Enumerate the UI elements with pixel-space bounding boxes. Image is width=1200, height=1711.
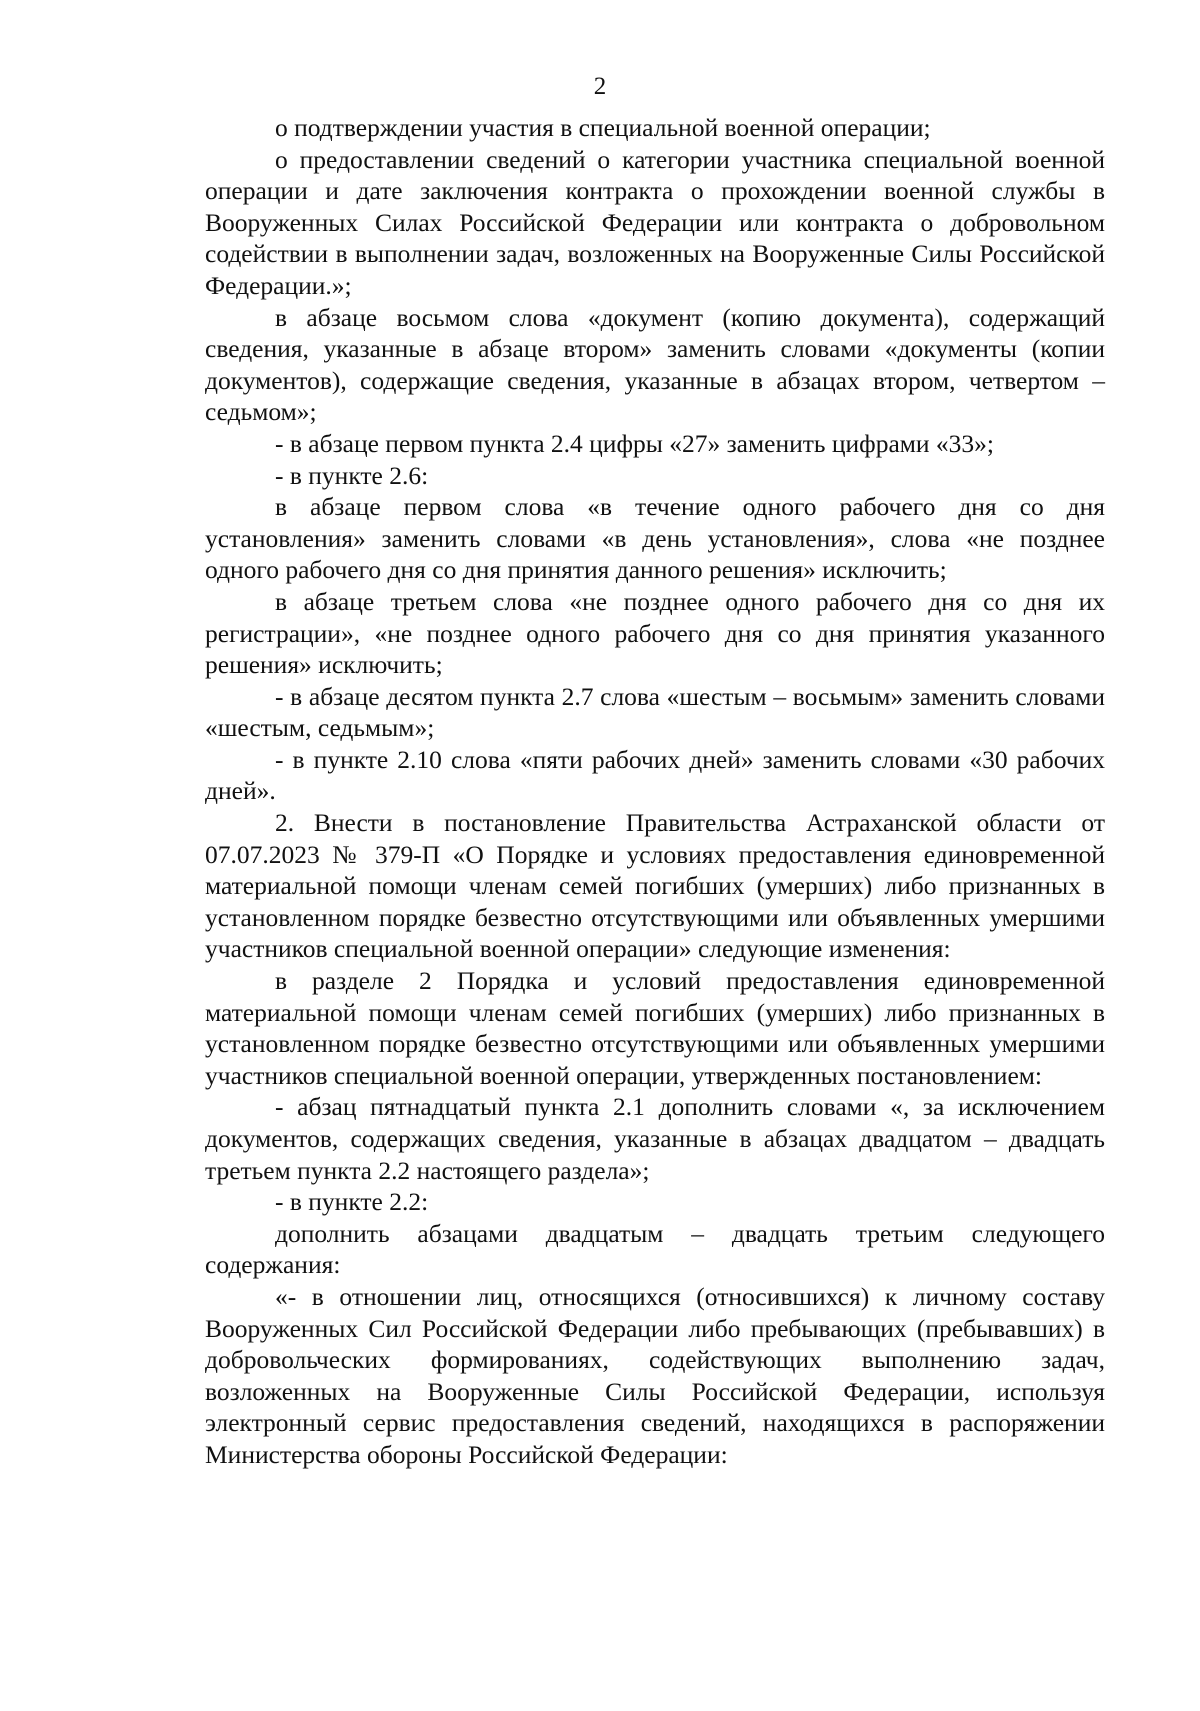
paragraph: о подтверждении участия в специальной военной операции; [275, 113, 931, 142]
paragraph: 2. Внести в постановление Правительства Астраханской области от 07.07.2023 № 379-П «О Порядке и условиях предоставления единовременной материальной помощи членам семей погибших (умерших) либо признанных в установленном порядке безвестно отсутствующими или объявленных умершими участников специальной военной операции» следующие изменения: [205, 808, 1105, 964]
paragraph: - в пункте 2.10 слова «пяти рабочих дней» заменить словами «30 рабочих дней». [205, 744, 1105, 806]
paragraph: - в пункте 2.2: [275, 1187, 429, 1217]
paragraph: о предоставлении сведений о категории участника специальной военной операции и дате заключения контракта о прохождении военной службы в Вооруженных Силах Российской Федерации или контракта о добровольном содействии в выполнении задач, возложенных на Вооруженные Силы Российской Федерации.»; [205, 144, 1105, 300]
paragraph: в разделе 2 Порядка и условий предоставления единовременной материальной помощи членам семей погибших (умерших) либо признанных в установленном порядке безвестно отсутствующими или объявленных умершими участников специальной военной операции, утвержденных постановлением: [205, 966, 1105, 1090]
document-body [205, 112, 1105, 1471]
page-number: 2 [593, 73, 607, 100]
paragraph: дополнить абзацами двадцатым – двадцать третьим следующего содержания: [205, 1218, 1105, 1280]
paragraph: - в абзаце десятом пункта 2.7 слова «шестым – восьмым» заменить словами «шестым, седьмым»; [205, 681, 1105, 743]
paragraph: «- в отношении лиц, относящихся (относившихся) к личному составу Вооруженных Сил Российской Федерации либо пребывающих (пребывавших) в добровольческих формированиях, содействующих выполнению задач, возложенных на Вооруженные Силы Российской Федерации, используя электронный сервис предоставления сведений, находящихся в распоряжении Министерства обороны Российской Федерации: [205, 1281, 1105, 1469]
paragraph: - абзац пятнадцатый пункта 2.1 дополнить словами «, за исключением документов, содержащих сведения, указанные в абзацах двадцатом – двадцать третьем пункта 2.2 настоящего раздела»; [205, 1092, 1105, 1185]
paragraph: - в абзаце первом пункта 2.4 цифры «27» заменить цифрами «33»; [275, 428, 995, 458]
paragraph: в абзаце восьмом слова «документ (копию документа), содержащий сведения, указанные в абзаце втором» заменить словами «документы (копии документов), содержащие сведения, указанные в абзацах втором, четвертом – седьмом»; [205, 302, 1105, 427]
paragraph: в абзаце первом слова «в течение одного рабочего дня со дня установления» заменить словами «в день установления», слова «не позднее одного рабочего дня со дня принятия данного решения» исключить; [205, 492, 1105, 585]
paragraph: - в пункте 2.6: [275, 460, 429, 490]
paragraph: в абзаце третьем слова «не позднее одного рабочего дня со дня их регистрации», «не позднее одного рабочего дня со дня принятия указанного решения» исключить; [205, 586, 1105, 680]
